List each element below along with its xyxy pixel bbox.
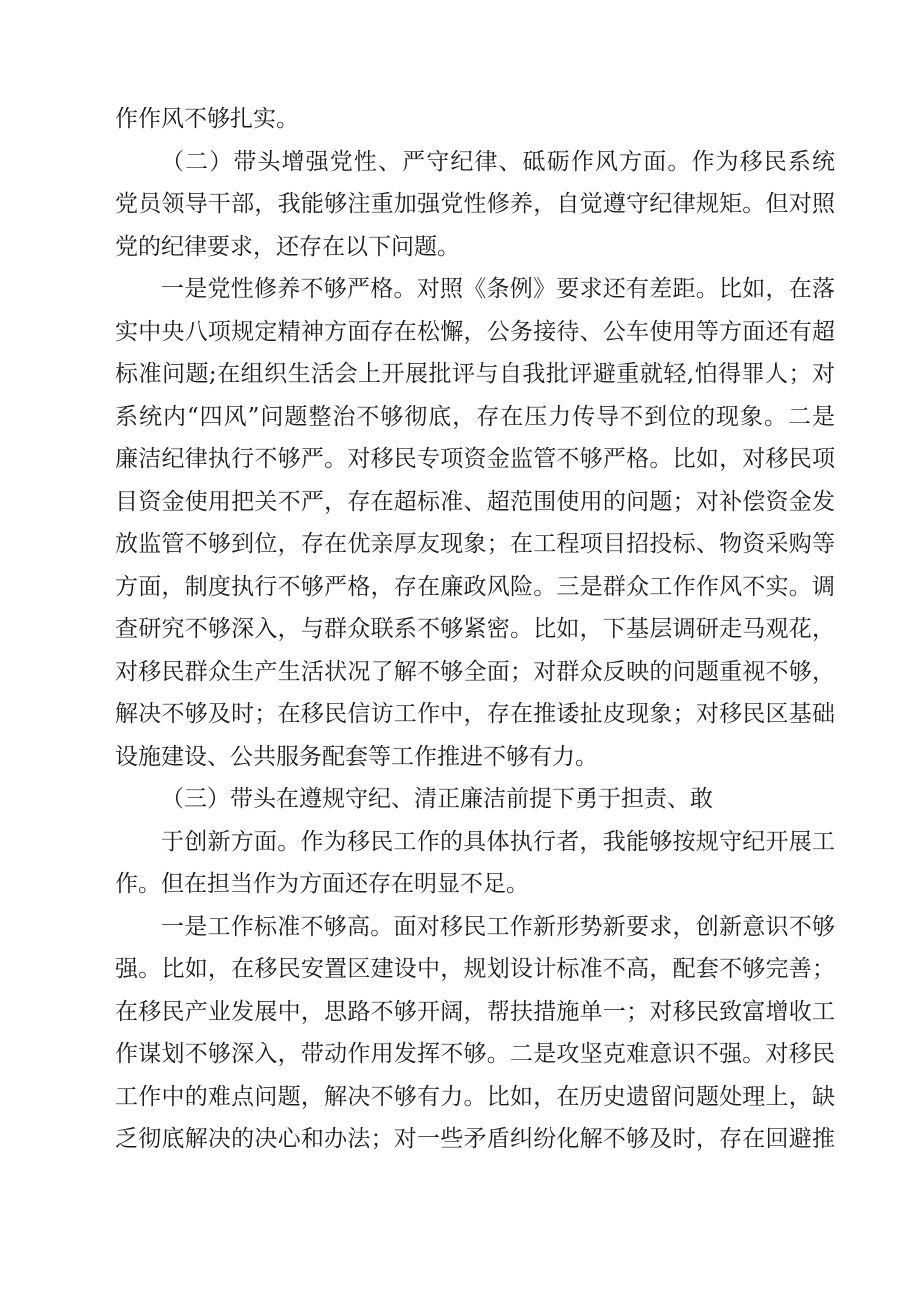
text-line: 乏彻底解决的决心和办法；对一些矛盾纠纷化解不够及时，存在回避推: [115, 1126, 835, 1152]
body-text: [115, 98, 835, 1161]
text-line: 方面，制度执行不够严格，存在廉政风险。三是群众工作作风不实。调: [115, 573, 835, 600]
text-line: 目资金使用把关不严，存在超标准、超范围使用的问题；对补偿资金发: [115, 488, 835, 515]
text-line: 对移民群众生产生活状况了解不够全面；对群众反映的问题重视不够，: [115, 658, 835, 685]
text-line: 放监管不够到位，存在优亲厚友现象；在工程项目招投标、物资采购等: [115, 531, 835, 557]
text-line: 廉洁纪律执行不够严。对移民专项资金监管不够严格。比如，对移民项: [115, 446, 835, 472]
text-line: 在移民产业发展中，思路不够开阔，帮扶措施单一；对移民致富增收工: [115, 998, 835, 1025]
text-line: 党员领导干部，我能够注重加强党性修养，自觉遵守纪律规矩。但对照: [115, 191, 835, 217]
text-line: 作谋划不够深入，带动作用发挥不够。二是攻坚克难意识不强。对移民: [115, 1041, 835, 1067]
text-line: 实中央八项规定精神方面存在松懈，公务接待、公车使用等方面还有超: [115, 318, 835, 345]
text-line: 强。比如，在移民安置区建设中，规划设计标准不高，配套不够完善；: [115, 956, 835, 982]
text-line: （二）带头增强党性、严守纪律、砥砺作风方面。作为移民系统: [161, 148, 835, 175]
text-line: 党的纪律要求，还存在以下问题。: [115, 233, 460, 260]
text-line: 标准问题;在组织生活会上开展批评与自我批评避重就轻,怕得罪人；对: [115, 361, 835, 387]
text-line: 解决不够及时；在移民信访工作中，存在推诿扯皮现象；对移民区基础: [115, 701, 835, 727]
text-line: 设施建设、公共服务配套等工作推进不够有力。: [115, 743, 598, 770]
text-line: 一是党性修养不够严格。对照《条例》要求还有差距。比如，在落: [161, 276, 835, 302]
text-line: 作作风不够扎实。: [115, 106, 299, 132]
text-line: 一是工作标准不够高。面对移民工作新形势新要求，创新意识不够: [161, 913, 835, 940]
text-line: （三）带头在遵规守纪、清正廉洁前提下勇于担责、敢: [161, 786, 713, 812]
text-line: 系统内“四风”问题整治不够彻底，存在压力传导不到位的现象。二是: [115, 403, 835, 430]
text-line: 工作中的难点问题，解决不够有力。比如，在历史遗留问题处理上，缺: [115, 1083, 835, 1110]
text-line: 查研究不够深入，与群众联系不够紧密。比如，下基层调研走马观花，: [115, 616, 835, 642]
text-line: 于创新方面。作为移民工作的具体执行者，我能够按规守纪开展工: [161, 828, 835, 855]
text-line: 作。但在担当作为方面还存在明显不足。: [115, 871, 529, 897]
